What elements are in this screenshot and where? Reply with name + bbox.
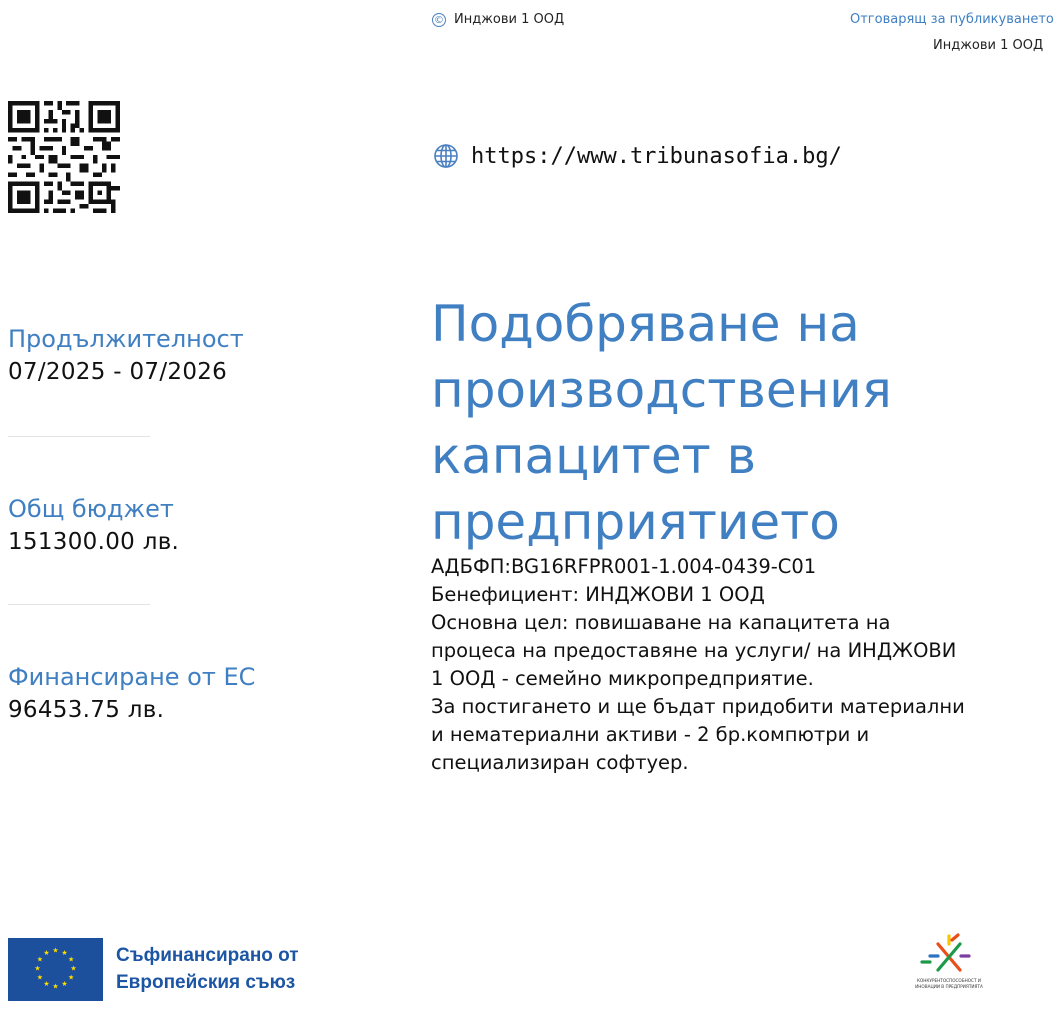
budget-value: 151300.00 лв.	[8, 529, 180, 555]
svg-text:★: ★	[52, 946, 59, 955]
program-logo	[908, 932, 990, 994]
responsible-label: Отговарящ за публикуването	[850, 12, 1054, 27]
grant-contract-number: АДБФП:BG16RFPR001-1.004-0439-C01	[431, 555, 817, 578]
duration-label: Продължителност	[8, 325, 244, 353]
svg-text:★: ★	[67, 955, 75, 964]
eu-funding-label: Финансиране от ЕС	[8, 663, 256, 691]
project-title	[431, 291, 1021, 555]
program-logo-text: ИНОВАЦИИ В ПРЕДПРИЯТИЯТА	[915, 984, 983, 989]
objective-line: 1 ООД - семейно микропредприятие.	[431, 667, 814, 690]
website-url[interactable]: https://www.tribunasofia.bg/	[471, 143, 842, 169]
objective-line: За постигането и ще бъдат придобити материални	[431, 695, 965, 718]
svg-text:★: ★	[43, 980, 50, 989]
objective-line: специализиран софтуер.	[431, 751, 689, 774]
svg-text:★: ★	[67, 973, 75, 982]
eu-cofunded-line: Съфинансирано от	[116, 945, 299, 966]
svg-text:★: ★	[34, 964, 41, 973]
svg-text:★: ★	[52, 982, 59, 991]
copyright-icon: ©	[434, 14, 444, 26]
program-logo-text: КОНКУРЕНТОСПОСОБНОСТ И	[917, 978, 981, 983]
budget-label: Общ бюджет	[8, 495, 174, 523]
eu-funding-value: 96453.75 лв.	[8, 697, 165, 723]
svg-text:★: ★	[36, 955, 44, 964]
svg-text:★: ★	[61, 948, 68, 957]
eu-cofunded-text	[116, 942, 299, 996]
project-details	[431, 553, 1021, 777]
copyright-owner: Инджови 1 ООД	[454, 12, 565, 27]
project-title-line: капацитет в	[431, 427, 757, 485]
svg-text:★: ★	[36, 973, 44, 982]
objective-line: и нематериални активи - 2 бр.компютри и	[431, 723, 870, 746]
project-title-line: производствения	[431, 361, 892, 419]
copyright-notice	[432, 12, 564, 27]
objective-line: Основна цел: повишаване на капацитета на	[431, 611, 891, 634]
qr-code[interactable]	[8, 101, 120, 213]
duration-value: 07/2025 - 07/2026	[8, 359, 228, 385]
beneficiary: Бенефициент: ИНДЖОВИ 1 ООД	[431, 583, 765, 606]
globe-icon	[433, 143, 459, 169]
svg-text:★: ★	[61, 980, 68, 989]
svg-text:★: ★	[43, 948, 50, 957]
divider	[8, 436, 150, 437]
eu-cofunded-line: Европейския съюз	[116, 972, 296, 993]
svg-text:★: ★	[70, 964, 77, 973]
project-title-line: Подобряване на	[431, 295, 860, 353]
objective-line: процеса на предоставяне на услуги/ на ИНДЖОВИ	[431, 639, 957, 662]
responsible-name: Инджови 1 ООД	[933, 38, 1044, 53]
eu-flag-logo	[8, 938, 103, 1001]
website-link[interactable]	[433, 143, 842, 169]
divider	[8, 604, 150, 605]
project-title-line: предприятието	[431, 493, 840, 551]
